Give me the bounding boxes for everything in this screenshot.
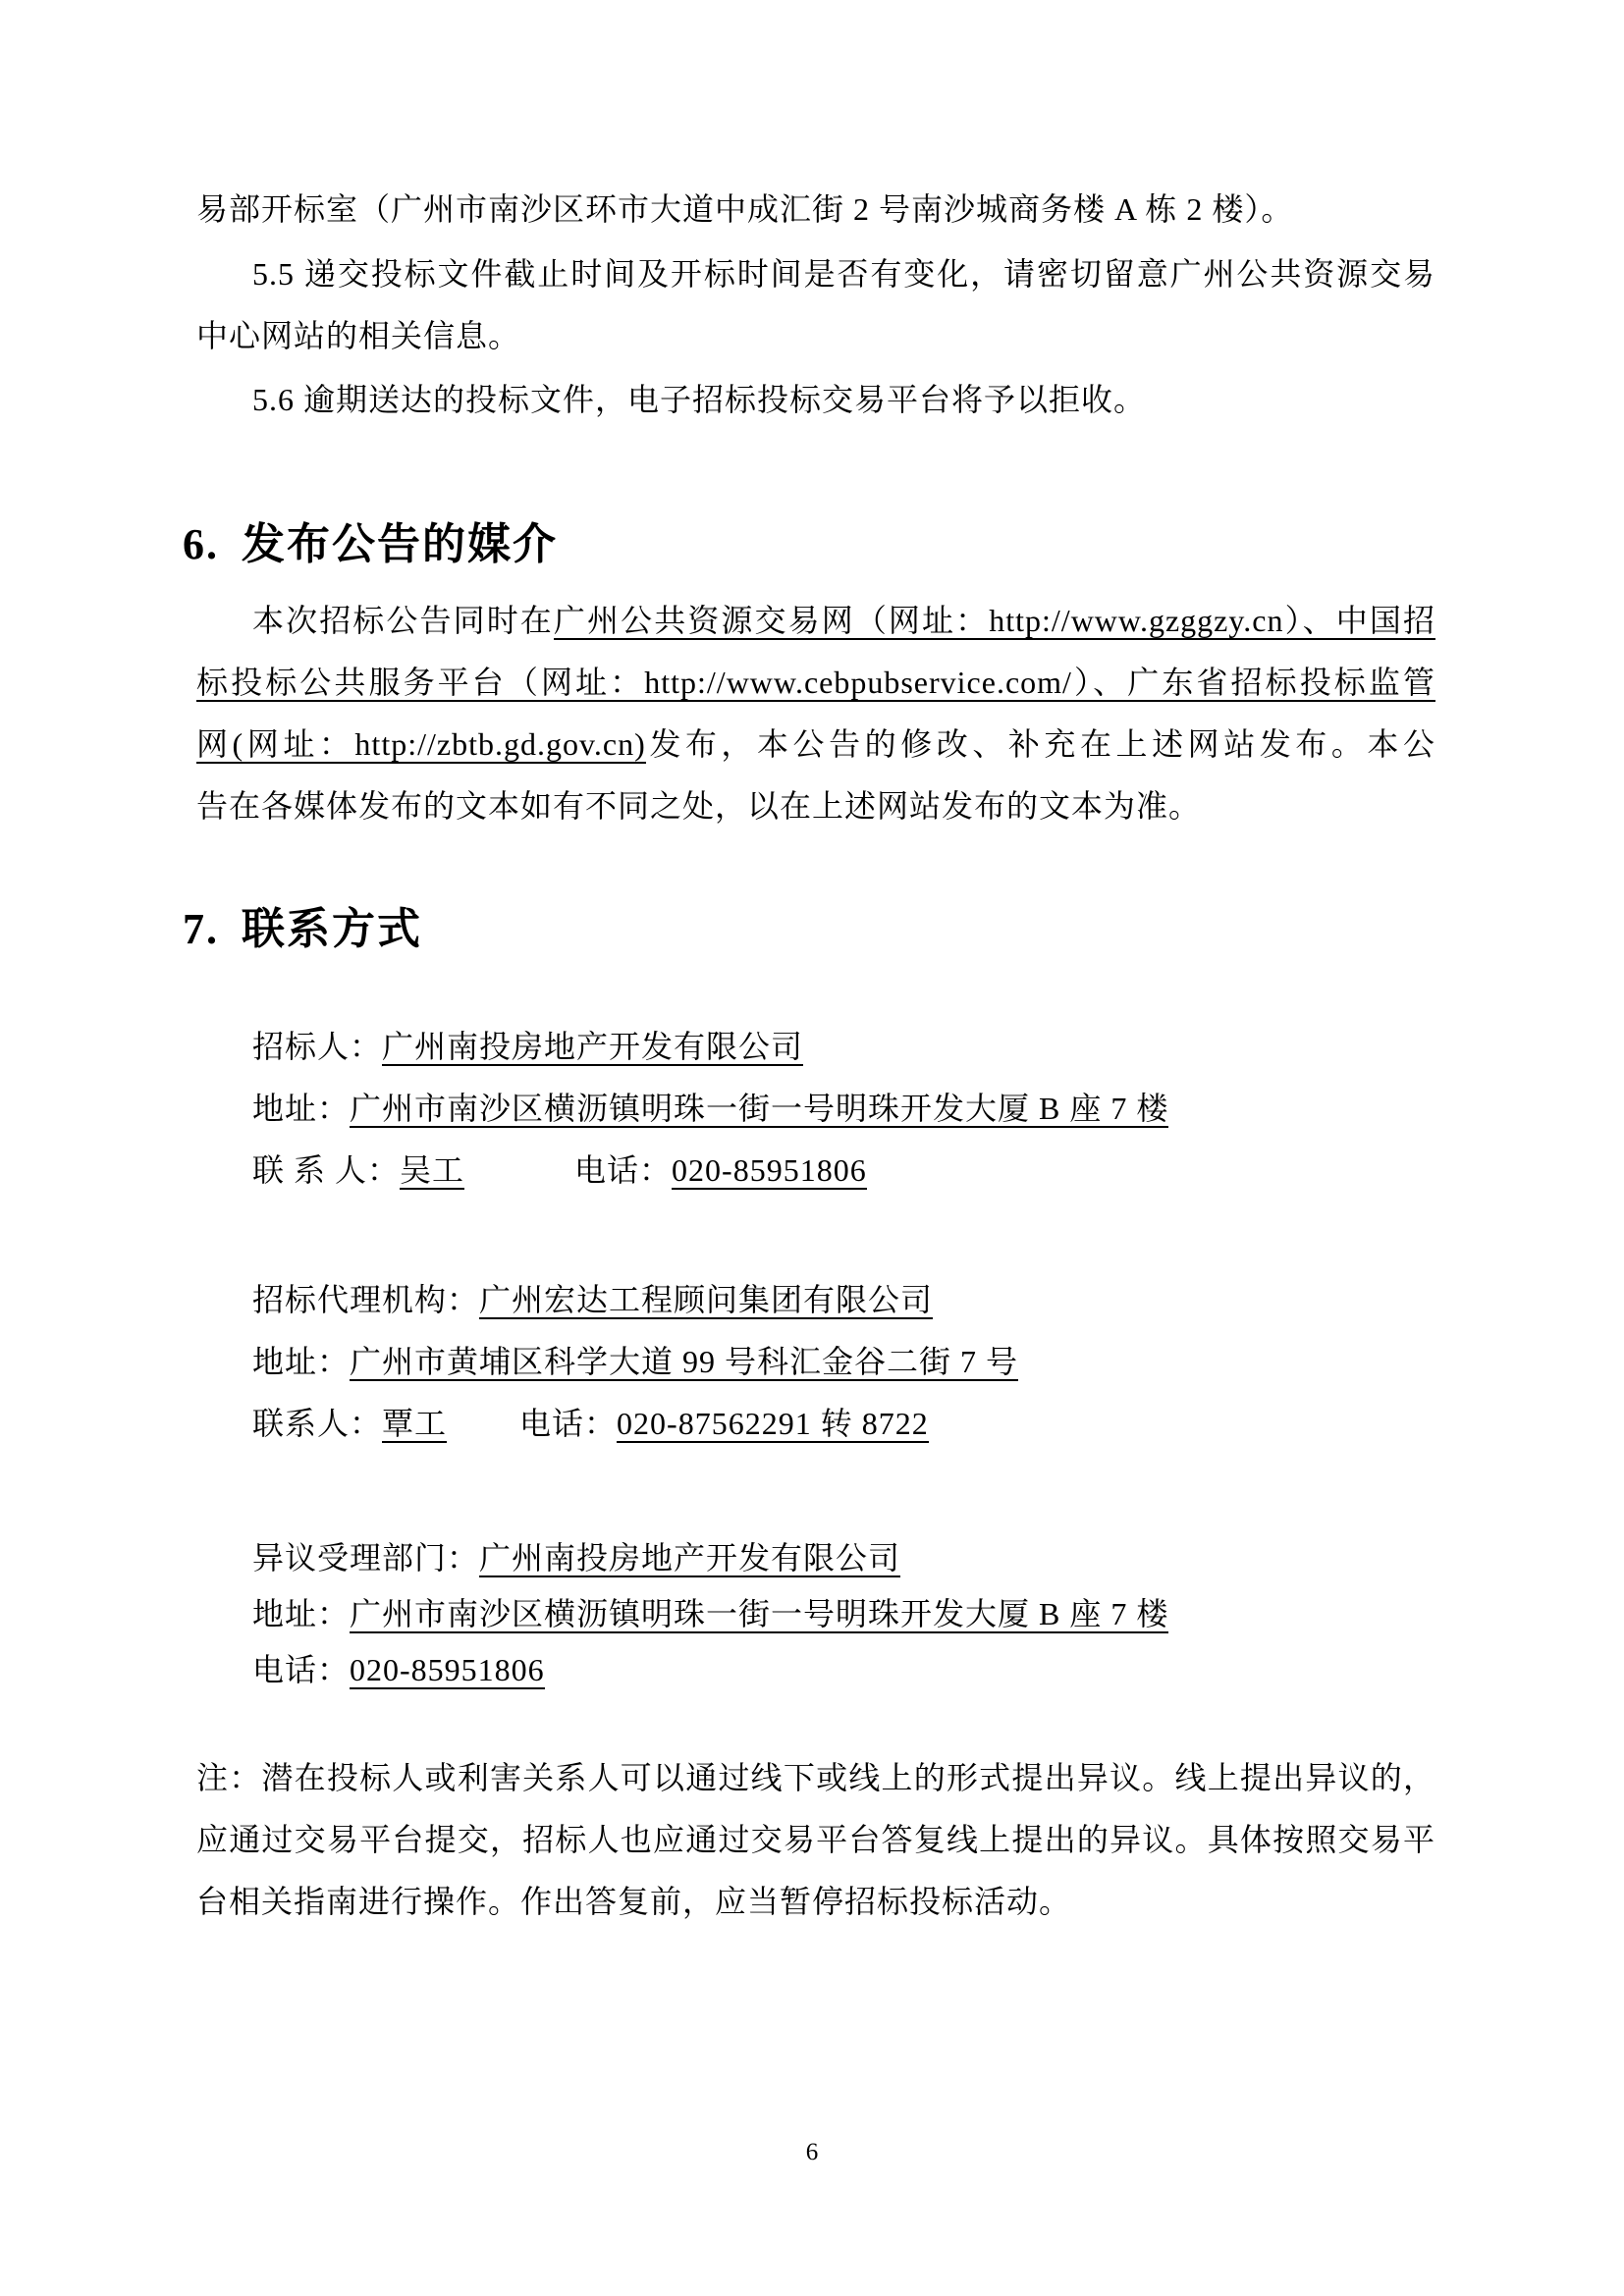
- objection-contact-block: [252, 1530, 1168, 1698]
- text-line: [196, 775, 1435, 837]
- text-line: [252, 1078, 1168, 1140]
- underlined-text: 020-87562291 转 8722: [617, 1406, 929, 1441]
- text-segment: 地址：: [252, 1344, 351, 1379]
- text-segment: 电话：: [574, 1152, 673, 1188]
- text-segment: 中心网站的相关信息。: [196, 318, 521, 353]
- section-7-title: 联系方式: [242, 905, 422, 953]
- text-line: [196, 369, 1146, 431]
- section-7-number: 7.: [183, 905, 219, 953]
- text-line: [252, 1016, 1168, 1078]
- note-paragraph: [196, 1747, 1435, 1933]
- underlined-text: 吴工: [400, 1152, 465, 1188]
- page-number: 6: [805, 2139, 819, 2165]
- section-6-title: 发布公告的媒介: [242, 520, 558, 568]
- underlined-text: 广州南投房地产开发有限公司: [382, 1029, 804, 1064]
- text-segment: 招标代理机构：: [252, 1282, 480, 1317]
- text-segment: 发布，本公告的修改、补充在上述网站发布。本公: [645, 726, 1435, 762]
- text-segment: 易部开标室（广州市南沙区环市大道中成汇街 2 号南沙城商务楼 A 栋 2 楼）。: [196, 191, 1294, 227]
- text-segment: 5.6 逾期送达的投标文件，电子招标投标交易平台将予以拒收。: [252, 382, 1147, 417]
- text-line: [252, 1393, 1018, 1455]
- underlined-text: 标投标公共服务平台（网址：http://www.cebpubservice.com/）、广东省招标投标监管: [196, 665, 1435, 700]
- tenderer-contact-block: [252, 1016, 1168, 1201]
- underlined-text: 广州市黄埔区科学大道 99 号科汇金谷二街 7 号: [350, 1344, 1019, 1379]
- text-segment: 应通过交易平台提交，招标人也应通过交易平台答复线上提出的异议。具体按照交易平: [196, 1822, 1435, 1857]
- text-line: [196, 305, 1435, 367]
- text-line: [252, 1331, 1018, 1393]
- text-segment: 联系人：: [252, 1406, 383, 1441]
- text-segment: 台相关指南进行操作。作出答复前，应当暂停招标投标活动。: [196, 1884, 1072, 1919]
- text-line: [252, 1140, 1168, 1201]
- text-segment: 电话：: [519, 1406, 618, 1441]
- section-6-number: 6.: [183, 520, 219, 568]
- agency-contact-block: [252, 1269, 1018, 1455]
- text-line: [196, 1871, 1435, 1933]
- underlined-text: 020-85951806: [672, 1152, 867, 1188]
- text-line: [252, 1586, 1168, 1642]
- text-line: [196, 179, 1293, 240]
- underlined-text: 覃工: [382, 1406, 448, 1441]
- text-line: [252, 1530, 1168, 1586]
- text-segment: 联 系 人：: [252, 1152, 401, 1188]
- underlined-text: 020-85951806: [350, 1652, 545, 1687]
- text-segment: 电话：: [252, 1652, 351, 1687]
- section-7-heading: [183, 898, 422, 960]
- text-line: [196, 1747, 1435, 1809]
- intro-continuation-paragraph: [196, 179, 1293, 240]
- text-line: [252, 1269, 1018, 1331]
- text-segment: 告在各媒体发布的文本如有不同之处，以在上述网站发布的文本为准。: [196, 788, 1202, 824]
- text-segment: 招标人：: [252, 1029, 383, 1064]
- underlined-text: 广州公共资源交易网（网址：http://www.gzggzy.cn）、中国招: [553, 603, 1435, 638]
- underlined-text: 广州宏达工程顾问集团有限公司: [479, 1282, 934, 1317]
- text-segment: 地址：: [252, 1596, 351, 1631]
- underlined-text: 广州市南沙区横沥镇明珠一街一号明珠开发大厦 B 座 7 楼: [350, 1596, 1169, 1631]
- text-line: [196, 1809, 1435, 1871]
- underlined-text: 广州市南沙区横沥镇明珠一街一号明珠开发大厦 B 座 7 楼: [350, 1091, 1169, 1126]
- text-segment: 5.5 递交投标文件截止时间及开标时间是否有变化，请密切留意广州公共资源交易: [252, 256, 1435, 292]
- underlined-text: 网(网址：http://zbtb.gd.gov.cn): [196, 726, 646, 762]
- text-line: [196, 243, 1435, 305]
- publication-media-paragraph: [196, 590, 1435, 837]
- text-line: [196, 652, 1435, 714]
- text-line: [196, 590, 1435, 652]
- text-segment: 异议受理部门：: [252, 1540, 480, 1575]
- text-line: [196, 714, 1435, 775]
- text-segment: 本次招标公告同时在: [252, 603, 554, 638]
- clause-5-6-paragraph: [196, 369, 1146, 431]
- text-segment: 注：潜在投标人或利害关系人可以通过线下或线上的形式提出异议。线上提出异议的，: [196, 1760, 1435, 1795]
- clause-5-5-paragraph: [196, 243, 1435, 367]
- underlined-text: 广州南投房地产开发有限公司: [479, 1540, 901, 1575]
- section-6-heading: [183, 513, 558, 575]
- text-segment: 地址：: [252, 1091, 351, 1126]
- text-line: [252, 1642, 1168, 1698]
